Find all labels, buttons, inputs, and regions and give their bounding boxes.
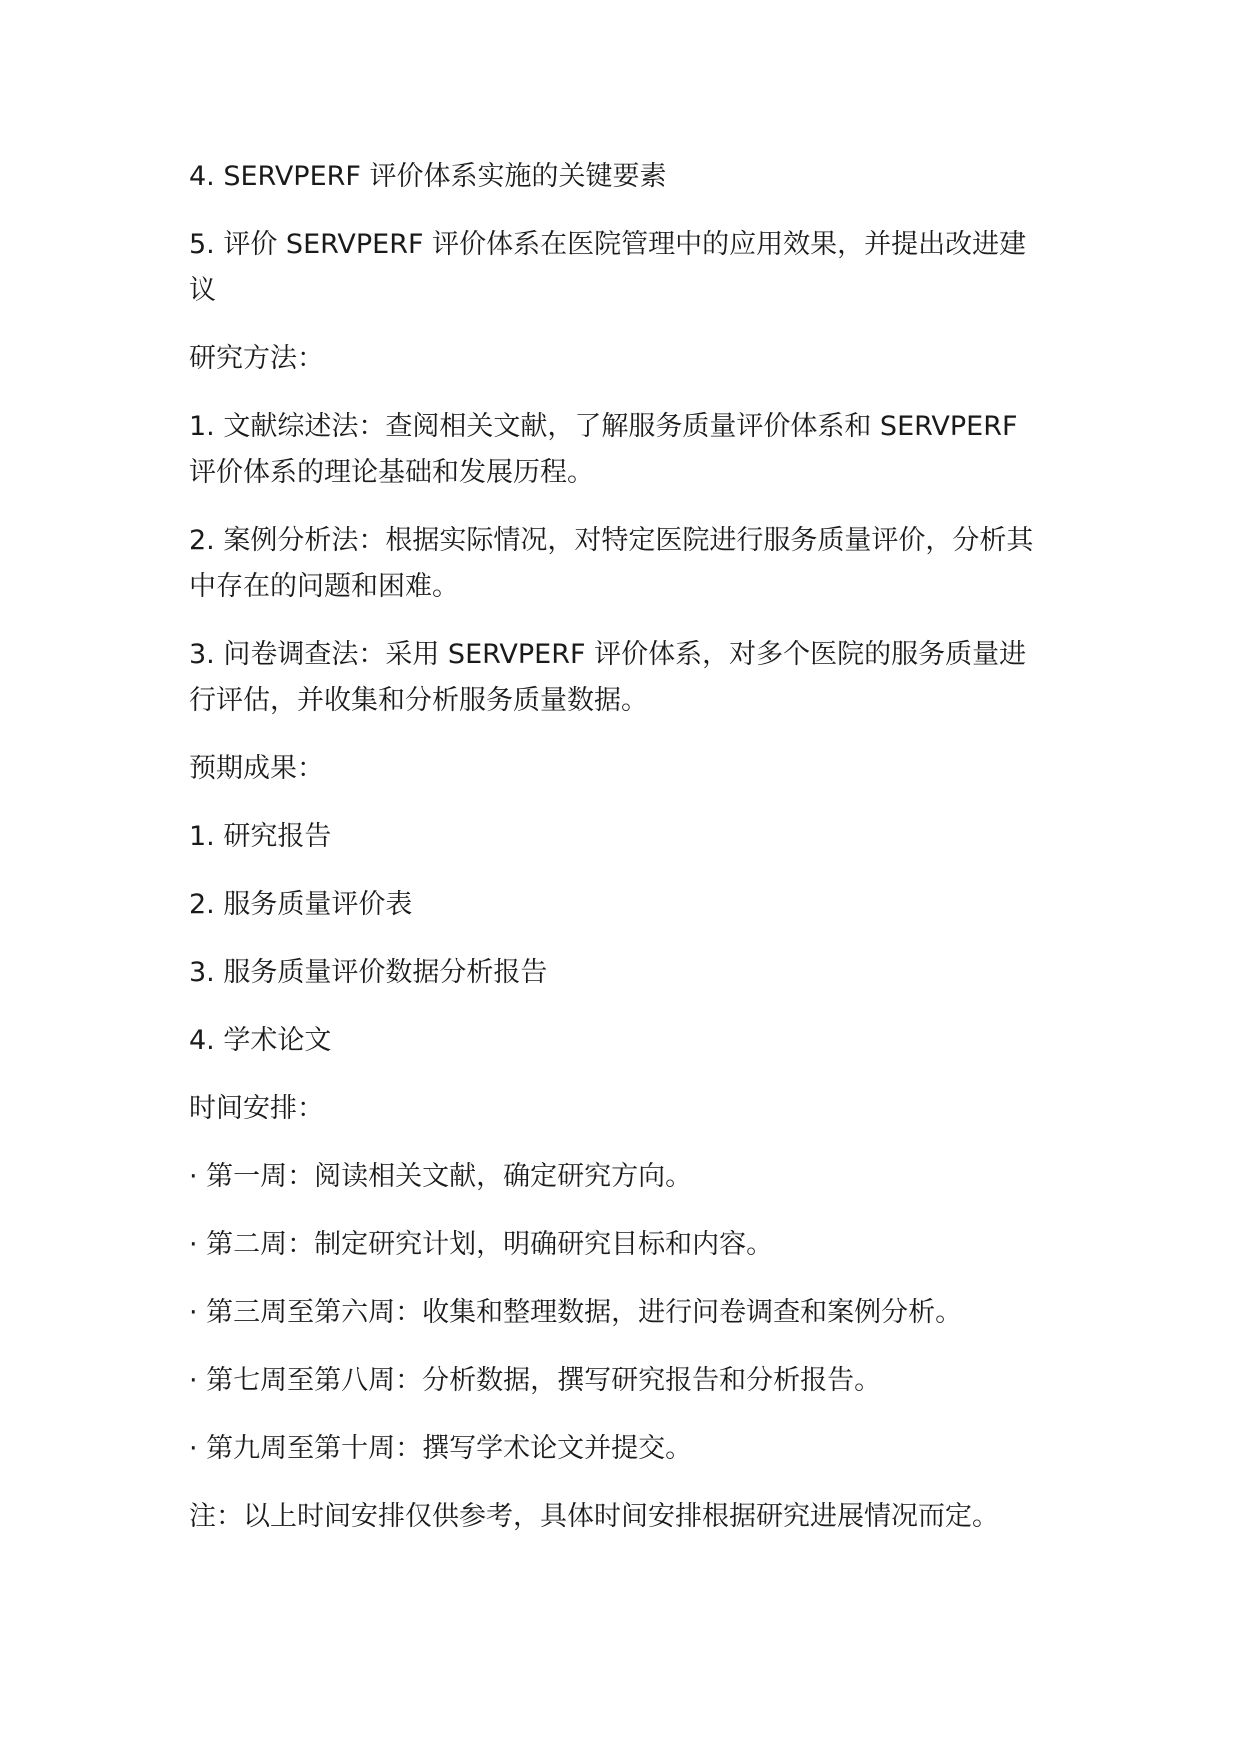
document-body xyxy=(189,154,1044,1562)
schedule-week-1: · 第一周：阅读相关文献，确定研究方向。 xyxy=(189,1161,693,1192)
method-questionnaire: 3. 问卷调查法：采用 SERVPERF 评价体系，对多个医院的服务质量进行评估，并收集和分析服务质量数据。 xyxy=(189,639,1027,716)
schedule-week-9-10: · 第九周至第十周：撰写学术论文并提交。 xyxy=(189,1433,693,1464)
section-heading-schedule: 时间安排： xyxy=(189,1093,324,1124)
outcome-academic-paper: 4. 学术论文 xyxy=(189,1025,332,1056)
list-item-evaluate-effect: 5. 评价 SERVPERF 评价体系在医院管理中的应用效果，并提出改进建议 xyxy=(189,229,1027,306)
outcome-data-analysis-report: 3. 服务质量评价数据分析报告 xyxy=(189,957,548,988)
outcome-research-report: 1. 研究报告 xyxy=(189,821,332,852)
outcome-evaluation-form: 2. 服务质量评价表 xyxy=(189,889,413,920)
method-case-analysis: 2. 案例分析法：根据实际情况，对特定医院进行服务质量评价，分析其中存在的问题和困难。 xyxy=(189,525,1034,602)
section-heading-methods: 研究方法： xyxy=(189,343,324,374)
section-heading-outcomes: 预期成果： xyxy=(189,753,324,784)
list-item-key-elements: 4. SERVPERF 评价体系实施的关键要素 xyxy=(189,161,667,192)
schedule-week-3-6: · 第三周至第六周：收集和整理数据，进行问卷调查和案例分析。 xyxy=(189,1297,963,1328)
schedule-week-2: · 第二周：制定研究计划，明确研究目标和内容。 xyxy=(189,1229,774,1260)
schedule-note: 注：以上时间安排仅供参考，具体时间安排根据研究进展情况而定。 xyxy=(189,1501,999,1532)
method-literature-review: 1. 文献综述法：查阅相关文献，了解服务质量评价体系和 SERVPERF 评价体系的理论基础和发展历程。 xyxy=(189,411,1018,488)
schedule-week-7-8: · 第七周至第八周：分析数据，撰写研究报告和分析报告。 xyxy=(189,1365,882,1396)
